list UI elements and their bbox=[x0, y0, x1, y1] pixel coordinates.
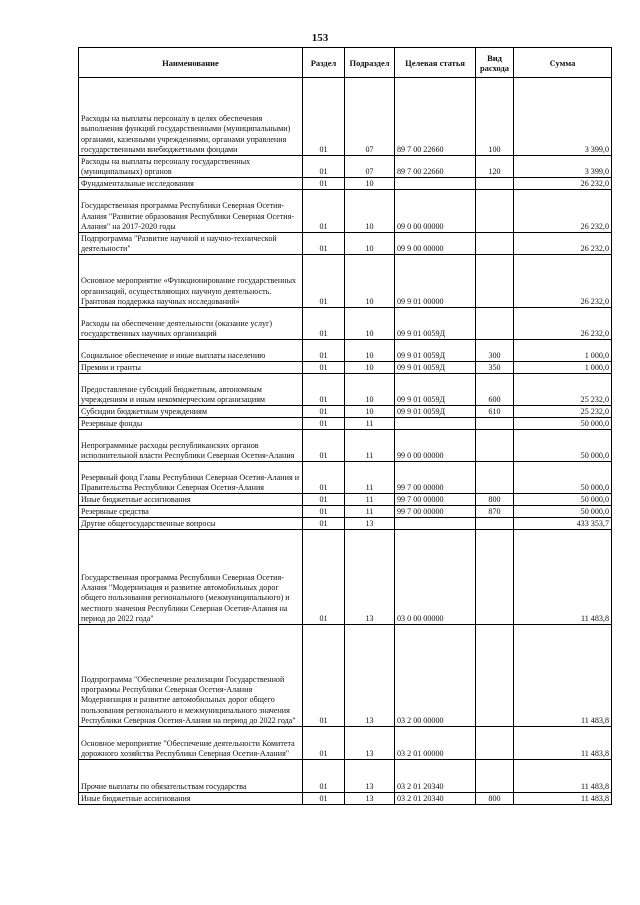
table-row bbox=[79, 406, 612, 418]
row-article: 03 2 01 00000 bbox=[395, 727, 476, 760]
row-expense-type: 600 bbox=[476, 374, 514, 406]
row-name: Субсидии бюджетным учреждениям bbox=[79, 406, 303, 418]
row-section: 01 bbox=[303, 418, 345, 430]
row-sum: 11 483,8 bbox=[514, 793, 612, 805]
row-subsection: 10 bbox=[345, 190, 395, 233]
row-expense-type bbox=[476, 727, 514, 760]
row-section: 01 bbox=[303, 233, 345, 255]
row-expense-type bbox=[476, 430, 514, 462]
table-row bbox=[79, 462, 612, 494]
table-row bbox=[79, 233, 612, 255]
row-sum: 50 000,0 bbox=[514, 494, 612, 506]
row-expense-type: 800 bbox=[476, 494, 514, 506]
table-row bbox=[79, 156, 612, 178]
col-header-sum: Сумма bbox=[514, 48, 612, 78]
table-row bbox=[79, 78, 612, 156]
row-expense-type bbox=[476, 462, 514, 494]
row-sum: 26 232,0 bbox=[514, 178, 612, 190]
row-article: 09 9 00 00000 bbox=[395, 233, 476, 255]
row-section: 01 bbox=[303, 178, 345, 190]
row-sum: 11 483,8 bbox=[514, 760, 612, 793]
row-name: Государственная программа Республики Северная Осетия-Алания "Модернизация и развитие автомобильных дорог общего пользования регионального (межмуниципального) и местного значения Республики Северная Осетия-Алания на период до 2022 года" bbox=[79, 530, 303, 625]
row-subsection: 13 bbox=[345, 625, 395, 727]
row-name: Основное мероприятие «Функционирование государственных организаций, осуществляющих научную деятельность. Грантовая поддержка научных исследований» bbox=[79, 255, 303, 308]
row-subsection: 11 bbox=[345, 418, 395, 430]
table-row bbox=[79, 760, 612, 793]
row-expense-type bbox=[476, 760, 514, 793]
col-header-subsection: Подраздел bbox=[345, 48, 395, 78]
row-article: 09 9 01 0059Д bbox=[395, 362, 476, 374]
col-header-expense-type: Вид расхода bbox=[476, 48, 514, 78]
row-name: Предоставление субсидий бюджетным, автономным учреждениям и иным некоммерческим организациям bbox=[79, 374, 303, 406]
row-article: 03 2 00 00000 bbox=[395, 625, 476, 727]
row-expense-type bbox=[476, 625, 514, 727]
row-sum: 3 399,0 bbox=[514, 156, 612, 178]
row-section: 01 bbox=[303, 308, 345, 340]
row-sum: 26 232,0 bbox=[514, 190, 612, 233]
row-article: 99 7 00 00000 bbox=[395, 462, 476, 494]
row-sum: 25 232,0 bbox=[514, 374, 612, 406]
row-subsection: 10 bbox=[345, 374, 395, 406]
row-subsection: 13 bbox=[345, 760, 395, 793]
row-subsection: 11 bbox=[345, 494, 395, 506]
row-subsection: 13 bbox=[345, 727, 395, 760]
row-expense-type: 100 bbox=[476, 78, 514, 156]
row-article: 09 9 01 0059Д bbox=[395, 308, 476, 340]
table-row bbox=[79, 494, 612, 506]
row-subsection: 10 bbox=[345, 255, 395, 308]
row-section: 01 bbox=[303, 362, 345, 374]
row-article: 09 9 01 0059Д bbox=[395, 406, 476, 418]
table-row bbox=[79, 178, 612, 190]
row-section: 01 bbox=[303, 406, 345, 418]
row-subsection: 10 bbox=[345, 362, 395, 374]
row-name: Иные бюджетные ассигнования bbox=[79, 494, 303, 506]
row-name: Резервные средства bbox=[79, 506, 303, 518]
table-row bbox=[79, 518, 612, 530]
row-expense-type bbox=[476, 518, 514, 530]
table-row bbox=[79, 340, 612, 362]
row-section: 01 bbox=[303, 462, 345, 494]
row-article: 09 0 00 00000 bbox=[395, 190, 476, 233]
row-sum: 26 232,0 bbox=[514, 308, 612, 340]
row-expense-type: 870 bbox=[476, 506, 514, 518]
table-row bbox=[79, 430, 612, 462]
row-article: 09 9 01 0059Д bbox=[395, 340, 476, 362]
table-row bbox=[79, 362, 612, 374]
row-sum: 26 232,0 bbox=[514, 233, 612, 255]
row-expense-type: 350 bbox=[476, 362, 514, 374]
row-section: 01 bbox=[303, 793, 345, 805]
row-sum: 11 483,8 bbox=[514, 727, 612, 760]
col-header-name: Наименование bbox=[79, 48, 303, 78]
col-header-section: Раздел bbox=[303, 48, 345, 78]
row-name: Подпрограмма "Обеспечение реализации Государственной программы Республики Северная Осетия-Алания Модернизация и развитие автомобильных дорог общего пользования регионального и межмуниципального значения Республики Северная Осетия-Алания на период до 2022 года" bbox=[79, 625, 303, 727]
row-article: 99 7 00 00000 bbox=[395, 506, 476, 518]
row-name: Подпрограмма "Развитие научной и научно-технической деятельности" bbox=[79, 233, 303, 255]
row-expense-type bbox=[476, 190, 514, 233]
row-section: 01 bbox=[303, 374, 345, 406]
row-expense-type bbox=[476, 255, 514, 308]
row-section: 01 bbox=[303, 494, 345, 506]
row-section: 01 bbox=[303, 727, 345, 760]
row-subsection: 10 bbox=[345, 406, 395, 418]
row-sum: 11 483,8 bbox=[514, 625, 612, 727]
page-number: 153 bbox=[311, 32, 329, 44]
table-row bbox=[79, 255, 612, 308]
row-name: Основное мероприятие "Обеспечение деятельности Комитета дорожного хозяйства Республики Северная Осетия-Алания" bbox=[79, 727, 303, 760]
table-header-row bbox=[79, 48, 612, 78]
row-sum: 50 000,0 bbox=[514, 418, 612, 430]
row-name: Государственная программа Республики Северная Осетия-Алания "Развитие образования Республики Северная Осетия-Алания" на 2017-2020 годы bbox=[79, 190, 303, 233]
row-article: 89 7 00 22660 bbox=[395, 78, 476, 156]
row-name: Социальное обеспечение и иные выплаты населению bbox=[79, 340, 303, 362]
col-header-article: Целевая статья bbox=[395, 48, 476, 78]
row-subsection: 13 bbox=[345, 530, 395, 625]
row-subsection: 10 bbox=[345, 340, 395, 362]
row-sum: 11 483,8 bbox=[514, 530, 612, 625]
row-subsection: 11 bbox=[345, 430, 395, 462]
row-name: Расходы на выплаты персоналу в целях обеспечения выполнения функций государственными (муниципальными) органами, казенными учреждениями, органами управления государственными внебюджетными фондами bbox=[79, 78, 303, 156]
row-expense-type bbox=[476, 233, 514, 255]
row-article: 03 2 01 20340 bbox=[395, 760, 476, 793]
row-section: 01 bbox=[303, 530, 345, 625]
table-row bbox=[79, 190, 612, 233]
row-name: Расходы на обеспечение деятельности (оказание услуг) государственных научных организаций bbox=[79, 308, 303, 340]
row-name: Фундаментальные исследования bbox=[79, 178, 303, 190]
row-section: 01 bbox=[303, 760, 345, 793]
row-expense-type bbox=[476, 308, 514, 340]
row-name: Резервные фонды bbox=[79, 418, 303, 430]
row-subsection: 11 bbox=[345, 462, 395, 494]
row-article: 09 9 01 0059Д bbox=[395, 374, 476, 406]
row-article: 99 7 00 00000 bbox=[395, 494, 476, 506]
row-section: 01 bbox=[303, 255, 345, 308]
table-row bbox=[79, 530, 612, 625]
row-subsection: 13 bbox=[345, 793, 395, 805]
row-sum: 50 000,0 bbox=[514, 462, 612, 494]
table-row bbox=[79, 727, 612, 760]
row-sum: 433 353,7 bbox=[514, 518, 612, 530]
row-section: 01 bbox=[303, 78, 345, 156]
row-sum: 26 232,0 bbox=[514, 255, 612, 308]
row-article bbox=[395, 518, 476, 530]
row-section: 01 bbox=[303, 190, 345, 233]
row-subsection: 10 bbox=[345, 308, 395, 340]
row-sum: 1 000,0 bbox=[514, 362, 612, 374]
row-name: Резервный фонд Главы Республики Северная Осетия-Алания и Правительства Республики Северная Осетия-Алания bbox=[79, 462, 303, 494]
row-subsection: 07 bbox=[345, 78, 395, 156]
row-name: Премии и гранты bbox=[79, 362, 303, 374]
row-expense-type: 120 bbox=[476, 156, 514, 178]
row-section: 01 bbox=[303, 156, 345, 178]
table-row bbox=[79, 793, 612, 805]
row-article: 99 0 00 00000 bbox=[395, 430, 476, 462]
row-article bbox=[395, 418, 476, 430]
table-row bbox=[79, 418, 612, 430]
row-expense-type bbox=[476, 530, 514, 625]
row-expense-type: 300 bbox=[476, 340, 514, 362]
row-name: Прочие выплаты по обязательствам государства bbox=[79, 760, 303, 793]
row-section: 01 bbox=[303, 518, 345, 530]
row-section: 01 bbox=[303, 625, 345, 727]
row-expense-type bbox=[476, 178, 514, 190]
row-subsection: 10 bbox=[345, 178, 395, 190]
table-row bbox=[79, 308, 612, 340]
row-subsection: 10 bbox=[345, 233, 395, 255]
row-article bbox=[395, 178, 476, 190]
row-section: 01 bbox=[303, 340, 345, 362]
row-section: 01 bbox=[303, 506, 345, 518]
row-sum: 50 000,0 bbox=[514, 506, 612, 518]
table-row bbox=[79, 374, 612, 406]
row-article: 89 7 00 22660 bbox=[395, 156, 476, 178]
row-sum: 3 399,0 bbox=[514, 78, 612, 156]
row-article: 09 9 01 00000 bbox=[395, 255, 476, 308]
row-name: Другие общегосударственные вопросы bbox=[79, 518, 303, 530]
budget-table bbox=[78, 47, 612, 805]
row-expense-type: 800 bbox=[476, 793, 514, 805]
table-row bbox=[79, 506, 612, 518]
row-name: Иные бюджетные ассигнования bbox=[79, 793, 303, 805]
row-sum: 1 000,0 bbox=[514, 340, 612, 362]
table-row bbox=[79, 625, 612, 727]
row-subsection: 11 bbox=[345, 506, 395, 518]
row-expense-type bbox=[476, 418, 514, 430]
row-subsection: 07 bbox=[345, 156, 395, 178]
row-article: 03 2 01 20340 bbox=[395, 793, 476, 805]
row-name: Расходы на выплаты персоналу государственных (муниципальных) органов bbox=[79, 156, 303, 178]
row-sum: 50 000,0 bbox=[514, 430, 612, 462]
row-expense-type: 610 bbox=[476, 406, 514, 418]
row-name: Непрограммные расходы республиканских органов исполнительной власти Республики Северная Осетия-Алания bbox=[79, 430, 303, 462]
row-sum: 25 232,0 bbox=[514, 406, 612, 418]
row-article: 03 0 00 00000 bbox=[395, 530, 476, 625]
row-section: 01 bbox=[303, 430, 345, 462]
row-subsection: 13 bbox=[345, 518, 395, 530]
